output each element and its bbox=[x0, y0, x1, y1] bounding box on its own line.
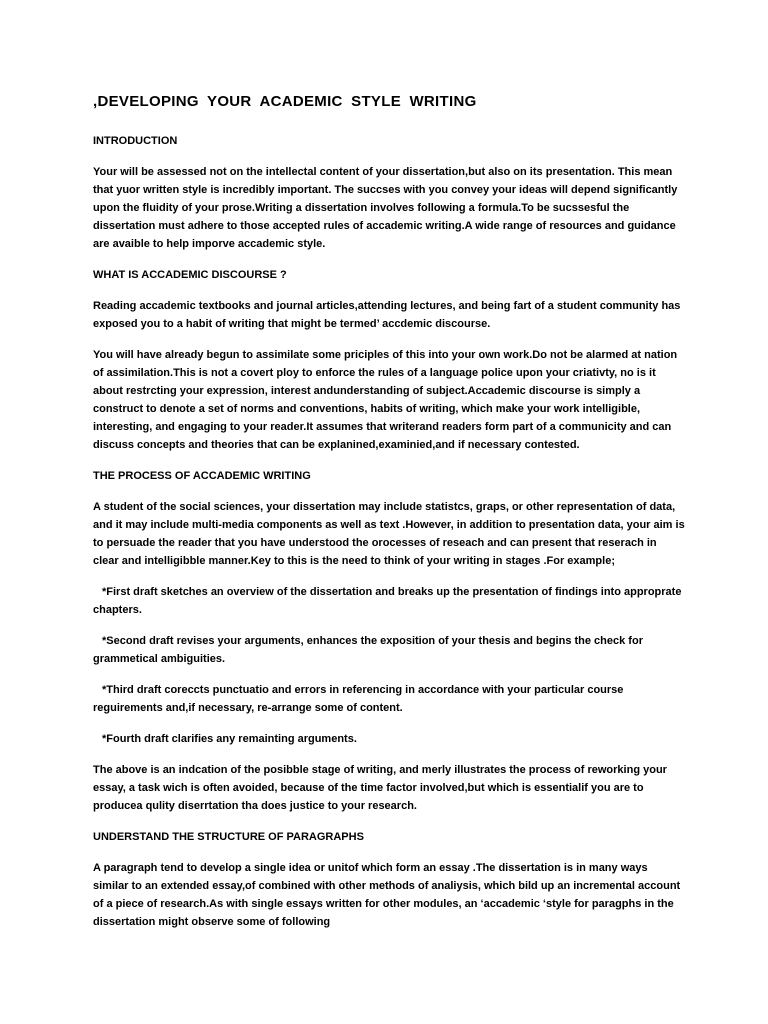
paragraph: A student of the social sciences, your dissertation may include statistcs, graps, or other representation of data, and it may include multi-media components as well as text .However, in addition to presentation data, your aim is to persuade the reader that you have understood the orocesses of reseach and can present that reserach in clear and intelligibble manner.Key to this is the need to think of your writing in stages .For example; bbox=[93, 501, 685, 567]
section-heading-process-of-writing: THE PROCESS OF ACCADEMIC WRITING bbox=[93, 470, 311, 482]
section-heading-introduction: INTRODUCTION bbox=[93, 135, 178, 147]
section-heading-paragraph-structure: UNDERSTAND THE STRUCTURE OF PARAGRAPHS bbox=[93, 831, 364, 843]
paragraph: A paragraph tend to develop a single idea or unitof which form an essay .The dissertation is in many ways similar to an extended essay,of combined with other methods of analiysis, which bild up an incremental account of a piece of research.As with single essays written for other modules, an ‘accademic ‘style for paragphs in the dissertation might observe some of following bbox=[93, 862, 681, 928]
draft-stage-item: *Second draft revises your arguments, enhances the exposition of your thesis and begins the check for grammetical ambiguities. bbox=[93, 635, 643, 665]
section-heading-academic-discourse: WHAT IS ACCADEMIC DISCOURSE ? bbox=[93, 269, 287, 281]
document-title: ,DEVELOPING YOUR ACADEMIC STYLE WRITING bbox=[93, 93, 477, 110]
paragraph: Your will be assessed not on the intellectal content of your dissertation,but also on its presentation. This mean that yuor written style is incredibly important. The succses with you convey your ideas will depend significantly upon the fluidity of your prose.Writing a dissertation involves following a formula.To be sucssesful the dissertation must adhere to those accepted rules of accademic writing.A wide range of resources and guidance are avaible to help imporve accademic style. bbox=[93, 166, 678, 250]
paragraph: Reading accademic textbooks and journal articles,attending lectures, and being fart of a student community has exposed you to a habit of writing that might be termed’ accdemic discourse. bbox=[93, 300, 681, 330]
draft-stage-item: *First draft sketches an overview of the dissertation and breaks up the presentation of findings into approprate chapters. bbox=[93, 586, 682, 616]
paragraph: You will have already begun to assimilate some priciples of this into your own work.Do not be alarmed at nation of assimilation.This is not a covert ploy to enforce the rules of a language police upon your criativty, no is it about restrcting your expression, interest andunderstanding of subject.Accademic discourse is simply a construct to denote a set of norms and conventions, habits of writing, which make your work intelligible, interesting, and engaging to your reader.It assumes that writerand readers form part of a communicity and can discuss concepts and theories that can be explanined,examinied,and if necessary contested. bbox=[93, 349, 678, 451]
draft-stage-item: *Fourth draft clarifies any remainting arguments. bbox=[102, 733, 357, 745]
draft-stage-item: *Third draft corecсts punctuatio and errors in referencing in accordance with your particular course reguirements and,if necessary, re-arrange some of content. bbox=[93, 684, 624, 714]
paragraph: The above is an indcation of the posibble stage of writing, and merly illustrates the process of reworking your essay, a task wich is often avoided, because of the time factor involved,but which is essentialif you are to producea qulity diserrtation tha does justice to your research. bbox=[93, 764, 667, 812]
document-page bbox=[93, 93, 685, 944]
